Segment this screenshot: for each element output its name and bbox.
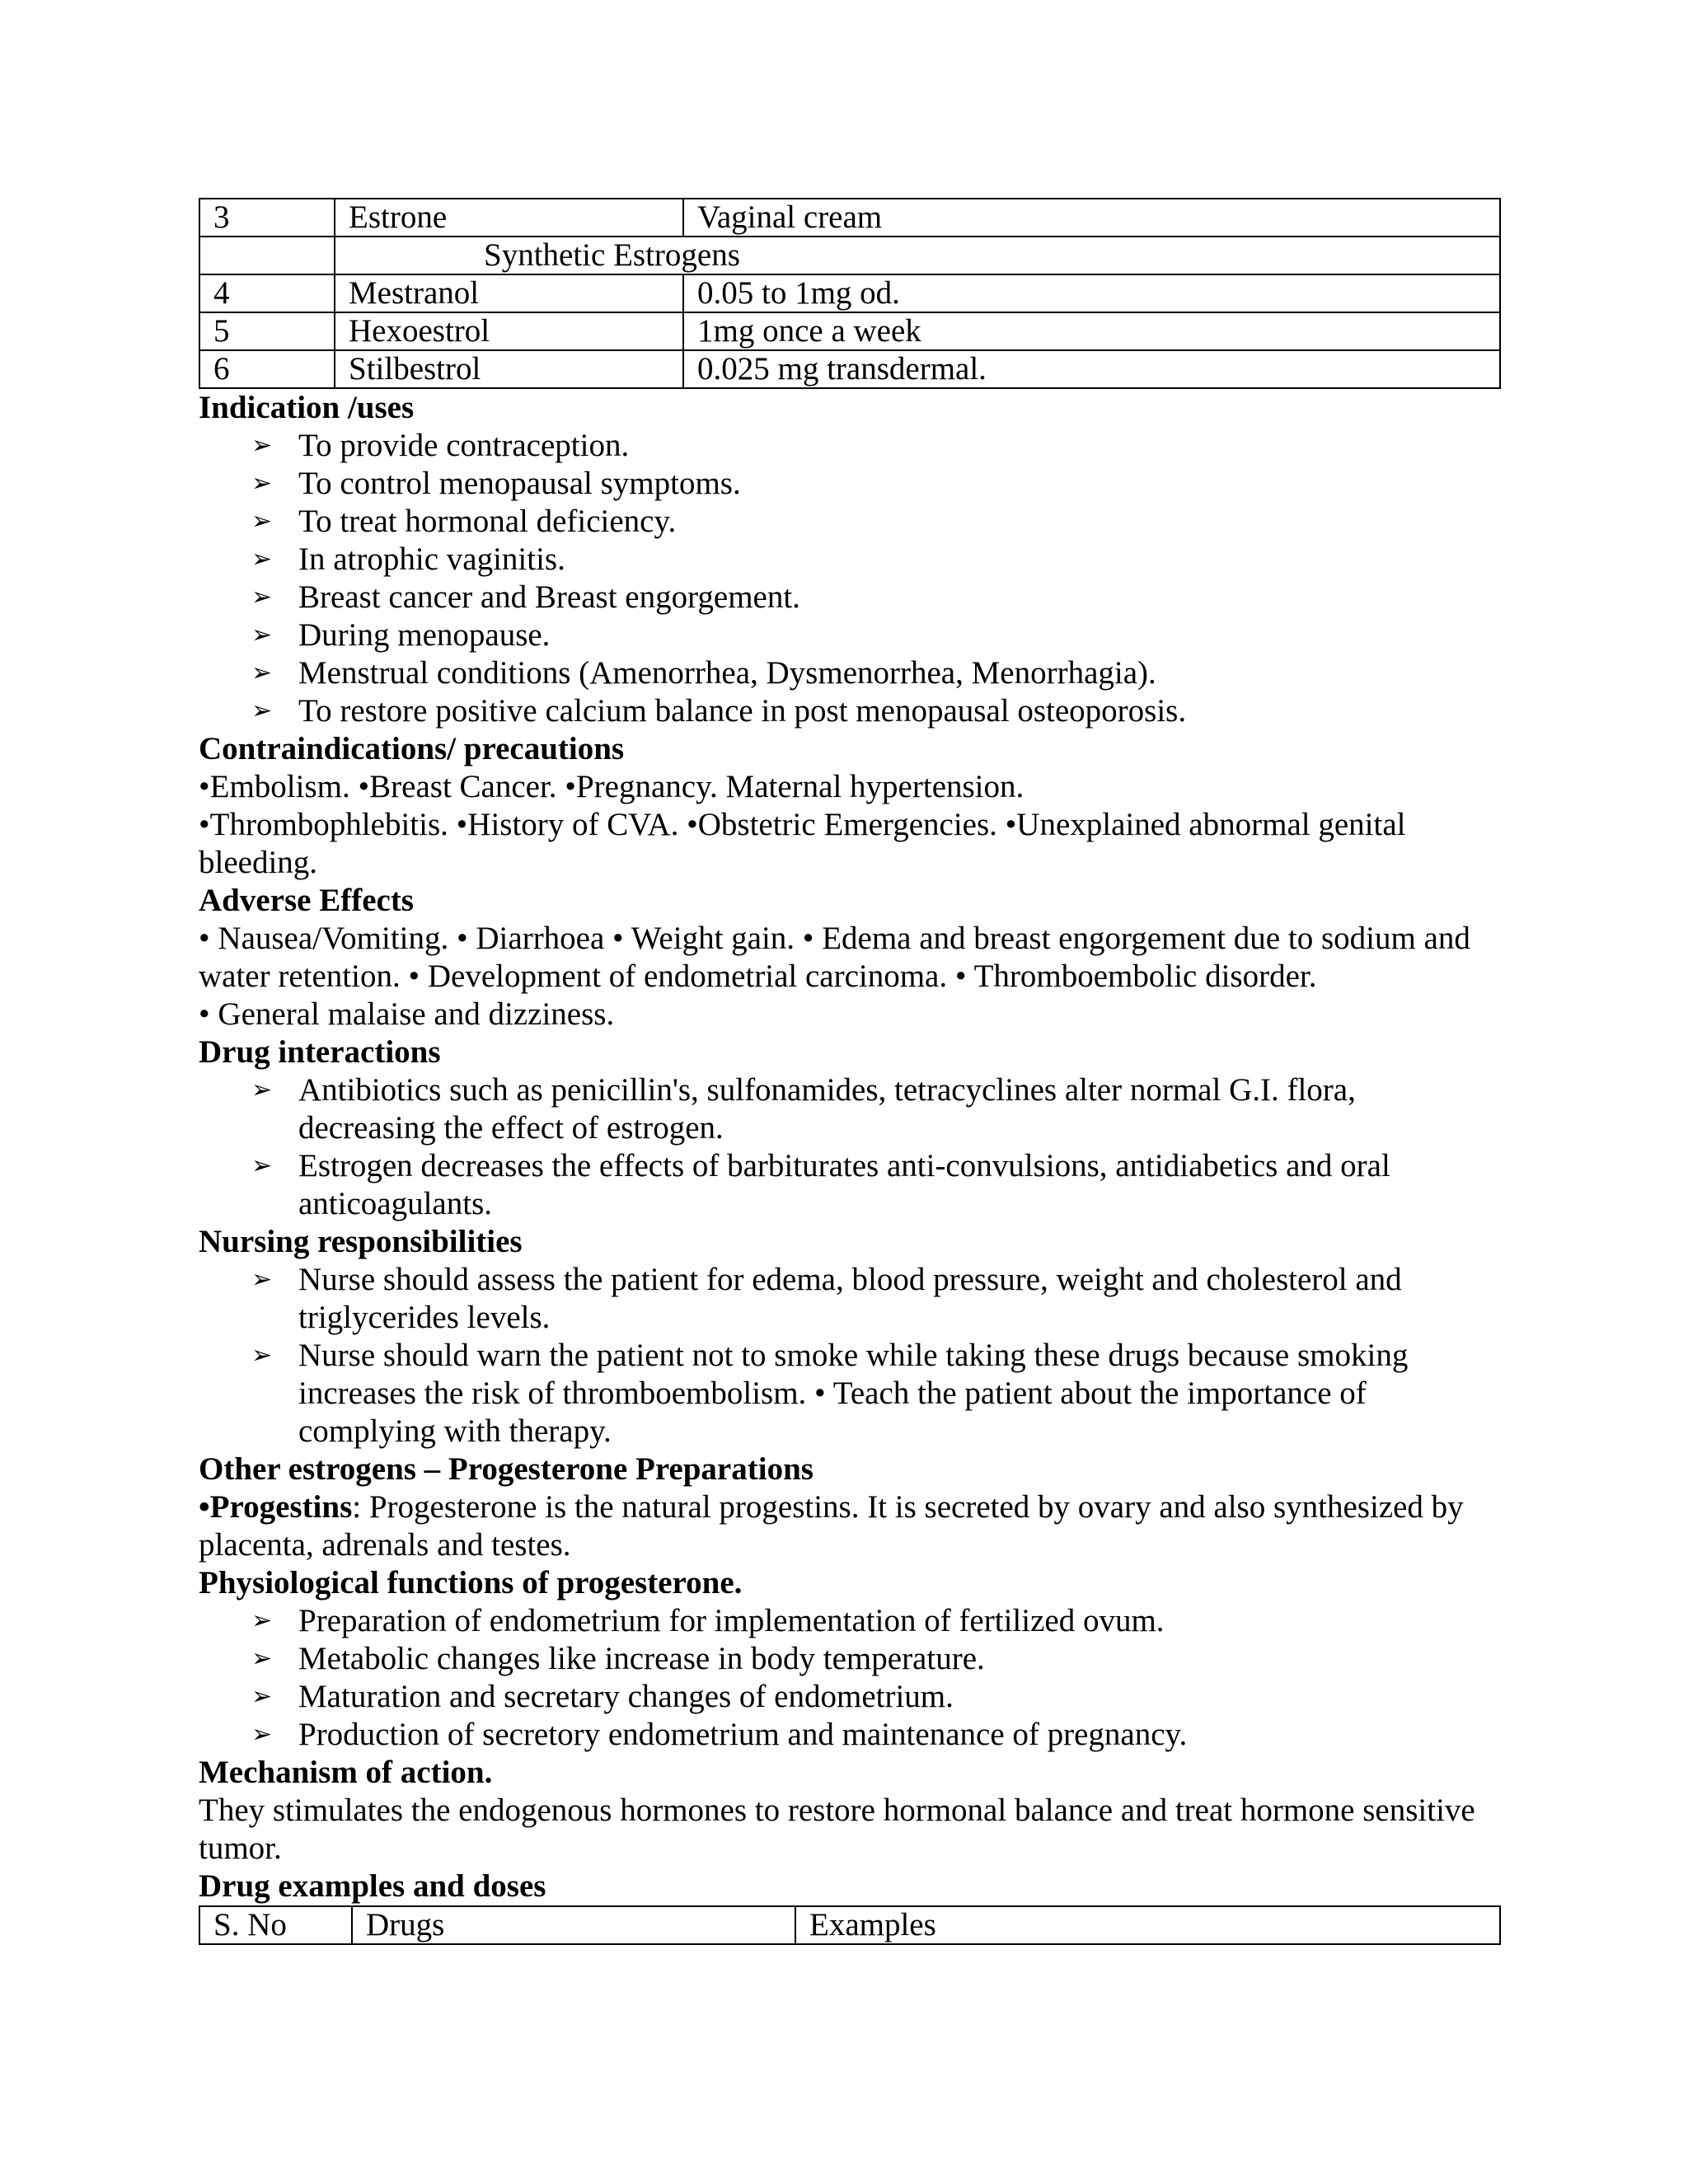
other-estrogens-heading: Other estrogens – Progesterone Preparations: [199, 1451, 814, 1487]
column-header-drugs: Drugs: [352, 1906, 795, 1944]
column-header-examples: Examples: [795, 1906, 1500, 1944]
list-item: [251, 1640, 1501, 1678]
arrow-bullet-icon: ➢: [251, 1151, 273, 1180]
drug-examples-table: [199, 1905, 1501, 1945]
arrow-bullet-icon: ➢: [251, 507, 273, 536]
nursing-responsibilities-list: [199, 1261, 1501, 1451]
list-item: [251, 1678, 1501, 1716]
table-cell-drug: Mestranol: [335, 274, 683, 312]
estrogen-dose-table: [199, 198, 1501, 389]
table-row: [199, 237, 1500, 274]
progestins-paragraph: [199, 1488, 1501, 1564]
table-cell-no: 3: [199, 199, 335, 237]
physiological-functions-heading: Physiological functions of progesterone.: [199, 1565, 743, 1601]
list-item: [251, 616, 1501, 654]
adverse-effects-line-2: • General malaise and dizziness.: [199, 996, 615, 1032]
table-row: [199, 199, 1500, 237]
table-cell-no: 6: [199, 350, 335, 388]
arrow-bullet-icon: ➢: [251, 1076, 273, 1104]
page-content: [199, 198, 1501, 1945]
list-item: [251, 1716, 1501, 1754]
list-item: [251, 1147, 1501, 1223]
mechanism-text: They stimulates the endogenous hormones to restore hormonal balance and treat hormone sensitive tumor.: [199, 1793, 1475, 1866]
column-header-sno: S. No: [199, 1906, 352, 1944]
list-item-text: Metabolic changes like increase in body temperature.: [298, 1641, 985, 1676]
table-cell-drug: Estrone: [335, 199, 683, 237]
progestins-text: : Progesterone is the natural progestins. It is secreted by ovary and also synthesized by placenta, adrenals and testes.: [199, 1489, 1464, 1563]
arrow-bullet-icon: ➢: [251, 1341, 273, 1370]
table-cell-no: 4: [199, 274, 335, 312]
arrow-bullet-icon: ➢: [251, 1720, 273, 1749]
list-item-text: To treat hormonal deficiency.: [298, 504, 677, 539]
list-item: [251, 541, 1501, 579]
list-item-text: During menopause.: [298, 617, 551, 653]
list-item-text: Breast cancer and Breast engorgement.: [298, 579, 800, 615]
list-item-text: Maturation and secretary changes of endometrium.: [298, 1679, 954, 1714]
table-cell-drug: Hexoestrol: [335, 312, 683, 350]
list-item-text: Antibiotics such as penicillin's, sulfonamides, tetracyclines alter normal G.I. flora, decreasing the effect of estrogen.: [298, 1072, 1356, 1146]
adverse-effects-heading: Adverse Effects: [199, 883, 414, 918]
list-item-text: Estrogen decreases the effects of barbiturates anti-convulsions, antidiabetics and oral anticoagulants.: [298, 1148, 1390, 1221]
list-item: [251, 579, 1501, 616]
list-item: [251, 692, 1501, 730]
table-cell-drug: Stilbestrol: [335, 350, 683, 388]
nursing-responsibilities-heading: Nursing responsibilities: [199, 1224, 523, 1259]
list-item: [251, 654, 1501, 692]
contraindications-line-1: •Embolism. •Breast Cancer. •Pregnancy. Maternal hypertension.: [199, 769, 1025, 804]
list-item: [251, 1071, 1501, 1147]
list-item: [251, 1261, 1501, 1337]
list-item-text: Menstrual conditions (Amenorrhea, Dysmenorrhea, Menorrhagia).: [298, 655, 1156, 691]
arrow-bullet-icon: ➢: [251, 469, 273, 498]
contraindications-line-2: •Thrombophlebitis. •History of CVA. •Obstetric Emergencies. •Unexplained abnormal genital bleeding.: [199, 807, 1406, 880]
arrow-bullet-icon: ➢: [251, 431, 273, 460]
list-item: [251, 503, 1501, 541]
table-cell-group-label: Synthetic Estrogens: [335, 237, 1500, 274]
progestins-label: •Progestins: [199, 1489, 353, 1525]
table-row: [199, 312, 1500, 350]
arrow-bullet-icon: ➢: [251, 583, 273, 612]
list-item-text: To restore positive calcium balance in post menopausal osteoporosis.: [298, 693, 1187, 729]
list-item: [251, 465, 1501, 503]
adverse-effects-line-1: • Nausea/Vomiting. • Diarrhoea • Weight gain. • Edema and breast engorgement due to sodium and water retention. • Development of endometrial carcinoma. • Thromboembolic disorder.: [199, 921, 1470, 994]
table-cell-no: [199, 237, 335, 274]
indication-heading: Indication /uses: [199, 390, 415, 425]
table-row: [199, 350, 1500, 388]
table-cell-no: 5: [199, 312, 335, 350]
arrow-bullet-icon: ➢: [251, 1644, 273, 1673]
drug-examples-heading: Drug examples and doses: [199, 1868, 546, 1904]
indication-list: [199, 427, 1501, 730]
arrow-bullet-icon: ➢: [251, 696, 273, 725]
arrow-bullet-icon: ➢: [251, 1606, 273, 1635]
list-item-text: Nurse should assess the patient for edema, blood pressure, weight and cholesterol and triglycerides levels.: [298, 1262, 1402, 1335]
drug-interactions-list: [199, 1071, 1501, 1223]
list-item: [251, 1337, 1501, 1451]
arrow-bullet-icon: ➢: [251, 1682, 273, 1711]
arrow-bullet-icon: ➢: [251, 621, 273, 649]
table-cell-dose: 0.025 mg transdermal.: [683, 350, 1500, 388]
mechanism-heading: Mechanism of action.: [199, 1755, 493, 1790]
list-item-text: Nurse should warn the patient not to smoke while taking these drugs because smoking increases the risk of thromboembolism. • Teach the patient about the importance of complying with therapy.: [298, 1338, 1409, 1449]
list-item-text: To provide contraception.: [298, 428, 630, 463]
list-item-text: Preparation of endometrium for implementation of fertilized ovum.: [298, 1603, 1165, 1638]
physiological-functions-list: [199, 1602, 1501, 1754]
list-item-text: Production of secretory endometrium and maintenance of pregnancy.: [298, 1717, 1188, 1752]
contraindications-heading: Contraindications/ precautions: [199, 731, 625, 766]
list-item: [251, 1602, 1501, 1640]
table-header-row: [199, 1906, 1500, 1944]
list-item-text: In atrophic vaginitis.: [298, 541, 565, 577]
table-cell-dose: 1mg once a week: [683, 312, 1500, 350]
arrow-bullet-icon: ➢: [251, 1265, 273, 1294]
arrow-bullet-icon: ➢: [251, 545, 273, 574]
drug-interactions-heading: Drug interactions: [199, 1034, 441, 1070]
list-item-text: To control menopausal symptoms.: [298, 466, 741, 501]
table-cell-dose: Vaginal cream: [683, 199, 1500, 237]
list-item: [251, 427, 1501, 465]
table-cell-dose: 0.05 to 1mg od.: [683, 274, 1500, 312]
table-row: [199, 274, 1500, 312]
arrow-bullet-icon: ➢: [251, 658, 273, 687]
